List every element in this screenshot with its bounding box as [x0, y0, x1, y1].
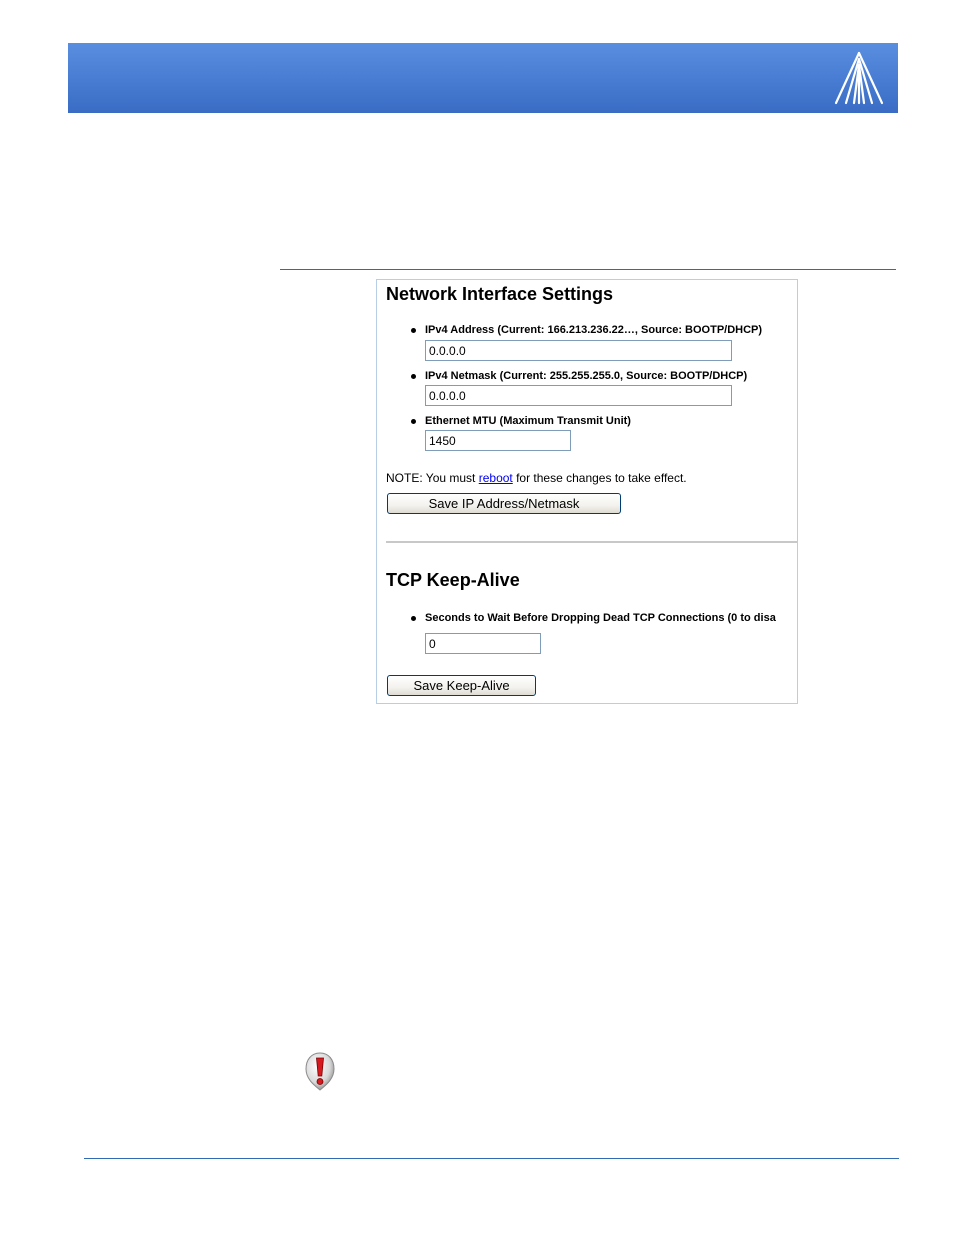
bullet-icon: [411, 374, 416, 379]
network-settings-title: Network Interface Settings: [386, 284, 614, 304]
tcp-keepalive-title: TCP Keep-Alive: [386, 570, 520, 590]
reboot-note: [386, 471, 687, 485]
save-ip-address-netmask-button[interactable]: Save IP Address/Netmask: [387, 493, 621, 514]
save-keepalive-button[interactable]: Save Keep-Alive: [387, 675, 536, 696]
network-settings-screenshot: [376, 279, 798, 704]
section-divider: [386, 541, 798, 543]
keepalive-seconds-input[interactable]: [425, 633, 541, 654]
bullet-icon: [411, 616, 416, 621]
ipv4-address-label: IPv4 Address (Current: 166.213.236.22…, Source: BOOTP/DHCP): [425, 324, 763, 336]
top-divider: [280, 269, 896, 270]
header-banner: [68, 43, 898, 113]
bullet-icon: [411, 419, 416, 424]
keepalive-seconds-label: Seconds to Wait Before Dropping Dead TCP Connections (0 to disa: [425, 612, 776, 624]
bottom-divider: [84, 1158, 899, 1159]
ipv4-netmask-input[interactable]: [425, 385, 732, 406]
ipv4-address-input[interactable]: [425, 340, 732, 361]
bullet-icon: [411, 328, 416, 333]
note-prefix: NOTE: You must: [386, 471, 479, 485]
ethernet-mtu-label: Ethernet MTU (Maximum Transmit Unit): [425, 415, 631, 427]
warning-exclamation-icon: [304, 1051, 336, 1091]
company-logo-icon: [830, 49, 888, 107]
reboot-link[interactable]: reboot: [478, 471, 513, 485]
note-suffix: for these changes to take effect.: [512, 471, 687, 485]
ipv4-netmask-label: IPv4 Netmask (Current: 255.255.255.0, Source: BOOTP/DHCP): [425, 370, 748, 382]
ethernet-mtu-input[interactable]: [425, 430, 571, 451]
